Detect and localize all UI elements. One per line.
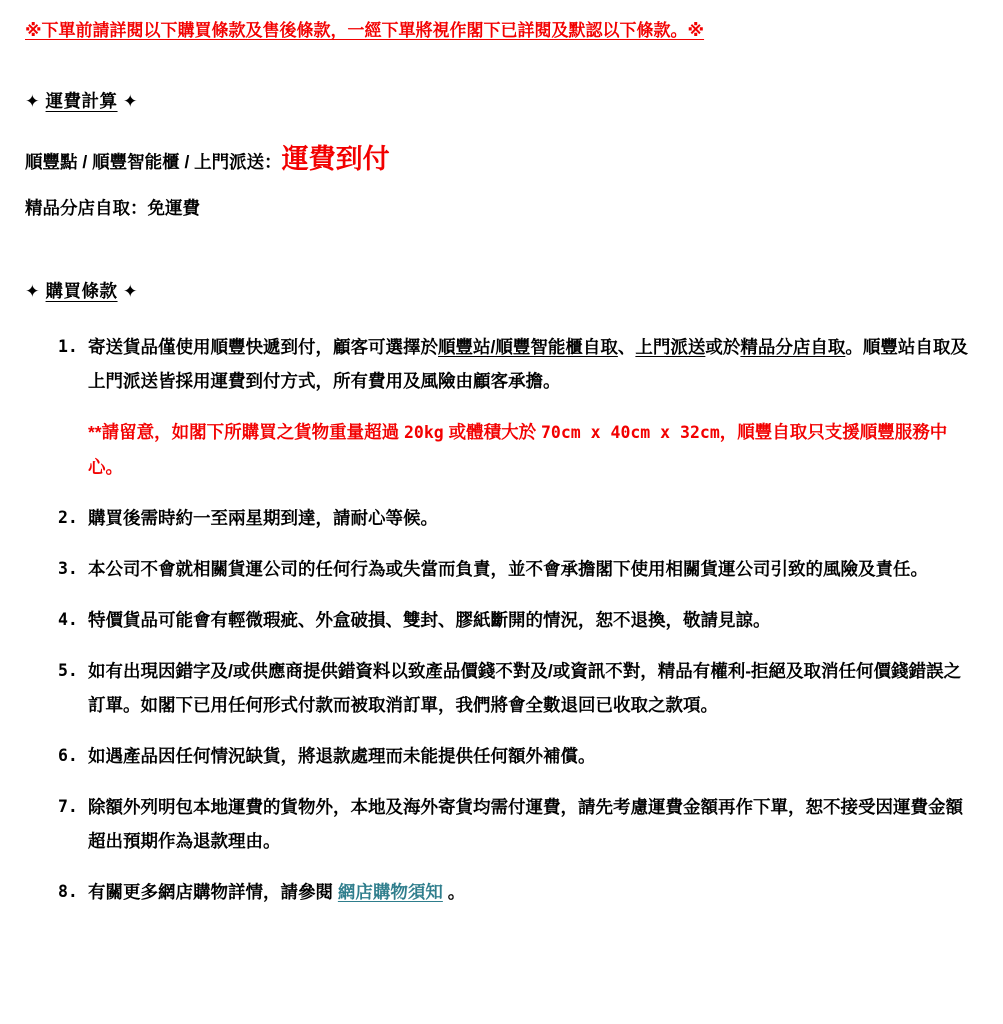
term-item <box>58 552 971 603</box>
shipping-fee-heading <box>25 88 971 113</box>
term-item <box>58 501 971 552</box>
term-item <box>58 654 971 739</box>
term-paragraph <box>88 790 971 858</box>
term-item <box>58 330 971 501</box>
term-text: 。順豐站自取及上門派送皆採用運費到付方式，所有費用及風險由顧客承擔。 <box>88 337 968 392</box>
term-number: 6. <box>58 746 78 766</box>
term-body <box>88 739 971 790</box>
term-body <box>88 501 971 552</box>
term-paragraph <box>88 654 971 722</box>
term-text: 20kg <box>403 423 444 443</box>
term-text: 購買後需時約一至兩星期到達，請耐心等候。 <box>88 508 438 529</box>
term-paragraph <box>88 330 971 398</box>
term-text: 特價貨品可能會有輕微瑕疵、外盒破損、雙封、膠紙斷開的情況，恕不退換，敬請見諒。 <box>88 610 771 631</box>
term-body <box>88 790 971 875</box>
term-text: 有關更多網店購物詳情，請參閱 <box>88 882 338 903</box>
store-pickup-line: 精品分店自取：免運費 <box>25 197 200 218</box>
term-paragraph <box>88 501 971 535</box>
term-text: 如遇產品因任何情況缺貨，將退款處理而未能提供任何額外補償。 <box>88 746 596 767</box>
term-number: 3. <box>58 559 78 579</box>
term-paragraph <box>88 875 971 909</box>
term-number: 5. <box>58 661 78 681</box>
star-icon: ✦ <box>25 90 41 111</box>
term-text: 或於 <box>705 337 741 358</box>
term-text: 寄送貨品僅使用順豐快遞到付，顧客可選擇於 <box>88 337 438 358</box>
term-paragraph <box>88 603 971 637</box>
term-paragraph <box>88 739 971 773</box>
freight-collect-highlight: 運費到付 <box>281 143 390 174</box>
shop-guide-link[interactable]: 網店購物須知 <box>337 882 443 903</box>
term-body <box>88 552 971 603</box>
term-text: 、 <box>617 337 636 358</box>
term-text: 本公司不會就相關貨運公司的任何行為或失當而負責，並不會承擔閣下使用相關貨運公司引致的風險及責任。 <box>88 559 928 580</box>
term-number: 2. <box>58 508 78 528</box>
shipping-methods-prefix: 順豐點 / 順豐智能櫃 / 上門派送： <box>25 151 282 172</box>
term-body <box>88 330 971 501</box>
term-text: ，順豐自取只支援順豐服務中心。 <box>88 422 948 478</box>
purchase-terms-heading <box>25 278 971 303</box>
underlined-term-text: 順豐站/順豐智能櫃自取 <box>438 337 618 358</box>
shipping-fee-heading-text: 運費計算 <box>45 90 118 111</box>
term-text: 70cm x 40cm x 32cm <box>540 423 720 443</box>
purchase-terms-heading-text: 購買條款 <box>45 281 118 302</box>
term-number: 7. <box>58 797 78 817</box>
term-text: 或體積大於 <box>443 422 541 443</box>
term-text: 。 <box>442 882 466 903</box>
term-warning-paragraph <box>88 415 971 484</box>
terms-list <box>25 330 971 926</box>
star-icon: ✦ <box>122 90 139 111</box>
pre-order-notice: ※下單前請詳閱以下購買條款及售後條款，一經下單將視作閣下已詳閱及默認以下條款。※ <box>25 21 705 40</box>
term-item <box>58 739 971 790</box>
term-item <box>58 603 971 654</box>
term-item <box>58 875 971 926</box>
term-body <box>88 654 971 739</box>
term-text: **請留意，如閣下所購買之貨物重量超過 <box>88 422 404 443</box>
star-icon: ✦ <box>122 281 139 302</box>
term-text: 除額外列明包本地運費的貨物外，本地及海外寄貨均需付運費，請先考慮運費金額再作下單，恕不接受因運費金額超出預期作為退款理由。 <box>88 797 963 852</box>
term-number: 8. <box>58 882 78 902</box>
underlined-term-text: 精品分店自取 <box>740 337 846 358</box>
star-icon: ✦ <box>25 281 41 302</box>
term-paragraph <box>88 552 971 586</box>
term-body <box>88 875 971 926</box>
underlined-term-text: 上門派送 <box>635 337 706 358</box>
term-text: 如有出現因錯字及/或供應商提供錯資料以致產品價錢不對及/或資訊不對，精品有權利-拒絕及取消任何價錢錯誤之訂單。如閣下已用任何形式付款而被取消訂單，我們將會全數退回已收取之款項。 <box>88 661 962 716</box>
term-item <box>58 790 971 875</box>
term-number: 1. <box>58 337 78 357</box>
shipping-methods-line <box>25 138 971 183</box>
term-number: 4. <box>58 610 78 630</box>
term-body <box>88 603 971 654</box>
